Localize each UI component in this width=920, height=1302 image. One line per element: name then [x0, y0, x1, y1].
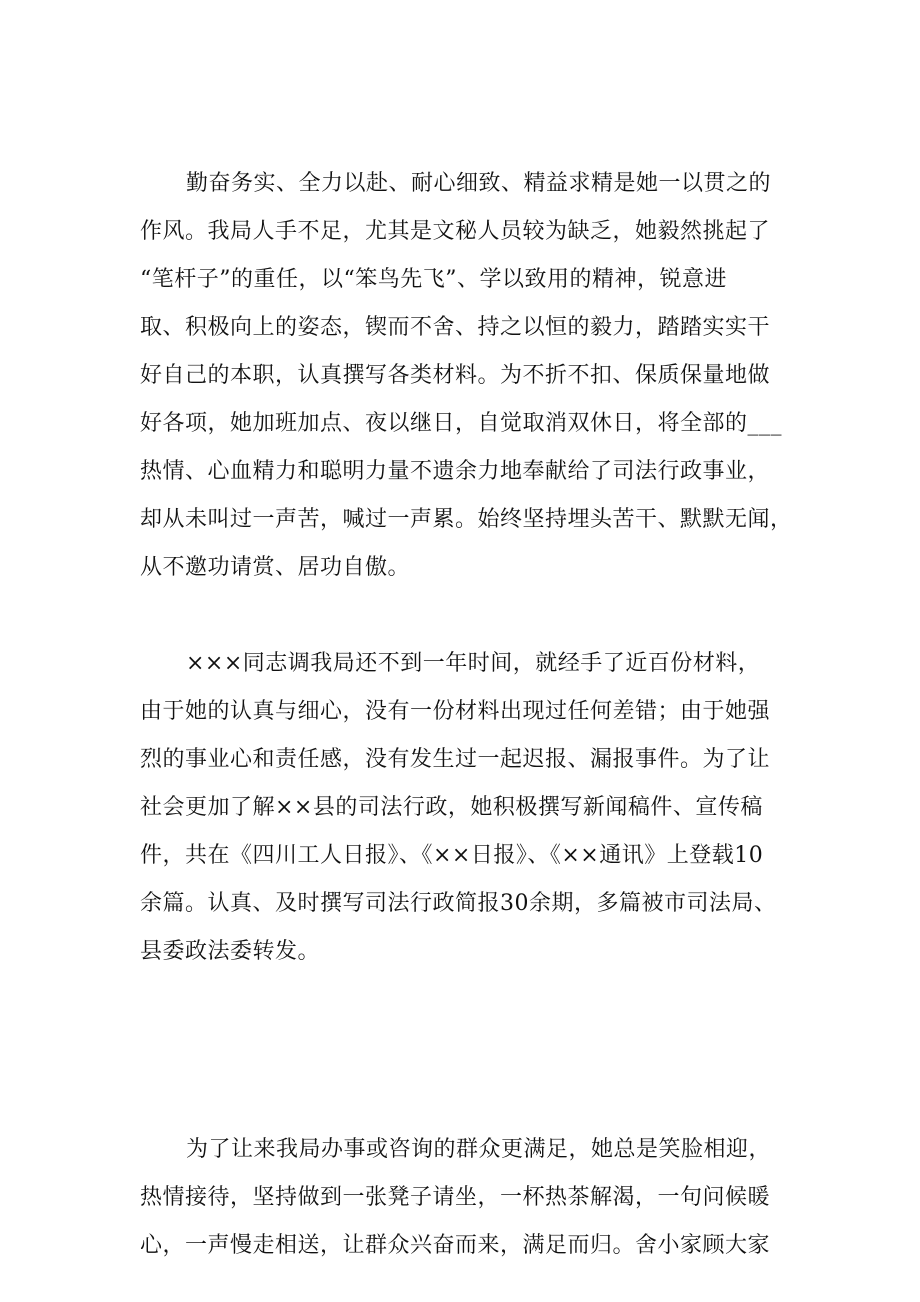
paragraph-line: “笔杆子”的重任，以“笨鸟先飞”、学以致用的精神，锐意进	[140, 267, 727, 292]
paragraph-line: 件，共在《四川工人日报》、《××日报》、《××通讯》上登载10	[140, 843, 764, 868]
paragraph-line: 为了让来我局办事或咨询的群众更满足，她总是笑脸相迎，	[186, 1137, 772, 1162]
paragraph-line: 勤奋务实、全力以赴、耐心细致、精益求精是她一以贯之的	[186, 171, 772, 196]
paragraph-line: 社会更加了解××县的司法行政，她积极撰写新闻稿件、宣传稿	[140, 795, 763, 820]
paragraph-line: 好自己的本职，认真撰写各类材料。为不折不扣、保质保量地做	[140, 363, 771, 388]
paragraph-line: 热情、心血精力和聪明力量不遗余力地奉献给了司法行政事业，	[140, 459, 771, 484]
paragraph-line: ×××同志调我局还不到一年时间，就经手了近百份材料，	[186, 651, 761, 676]
paragraph-line: 取、积极向上的姿态，锲而不舍、持之以恒的毅力，踏踏实实干	[140, 315, 771, 340]
paragraph-line: 热情接待，坚持做到一张凳子请坐，一杯热茶解渴，一句问候暖	[140, 1185, 771, 1210]
paragraph-service	[140, 1126, 790, 1270]
paragraph-materials	[140, 640, 790, 976]
paragraph-line: 却从未叫过一声苦，喊过一声累。始终坚持埋头苦干、默默无闻，	[140, 507, 793, 532]
paragraph-line: 由于她的认真与细心，没有一份材料出现过任何差错；由于她强	[140, 699, 771, 724]
paragraph-line: 作风。我局人手不足，尤其是文秘人员较为缺乏，她毅然挑起了	[140, 219, 771, 244]
paragraph-line: 从不邀功请赏、居功自傲。	[140, 555, 411, 580]
paragraph-diligence	[140, 160, 793, 592]
paragraph-line: 县委政法委转发。	[140, 939, 321, 964]
paragraph-line: 心，一声慢走相送，让群众兴奋而来，满足而归。舍小家顾大家	[140, 1233, 771, 1258]
paragraph-line: 好各项，她加班加点、夜以继日，自觉取消双休日，将全部的___	[140, 411, 783, 436]
paragraph-line: 烈的事业心和责任感，没有发生过一起迟报、漏报事件。为了让	[140, 747, 771, 772]
paragraph-line: 余篇。认真、及时撰写司法行政简报30余期，多篇被市司法局、	[140, 891, 777, 916]
